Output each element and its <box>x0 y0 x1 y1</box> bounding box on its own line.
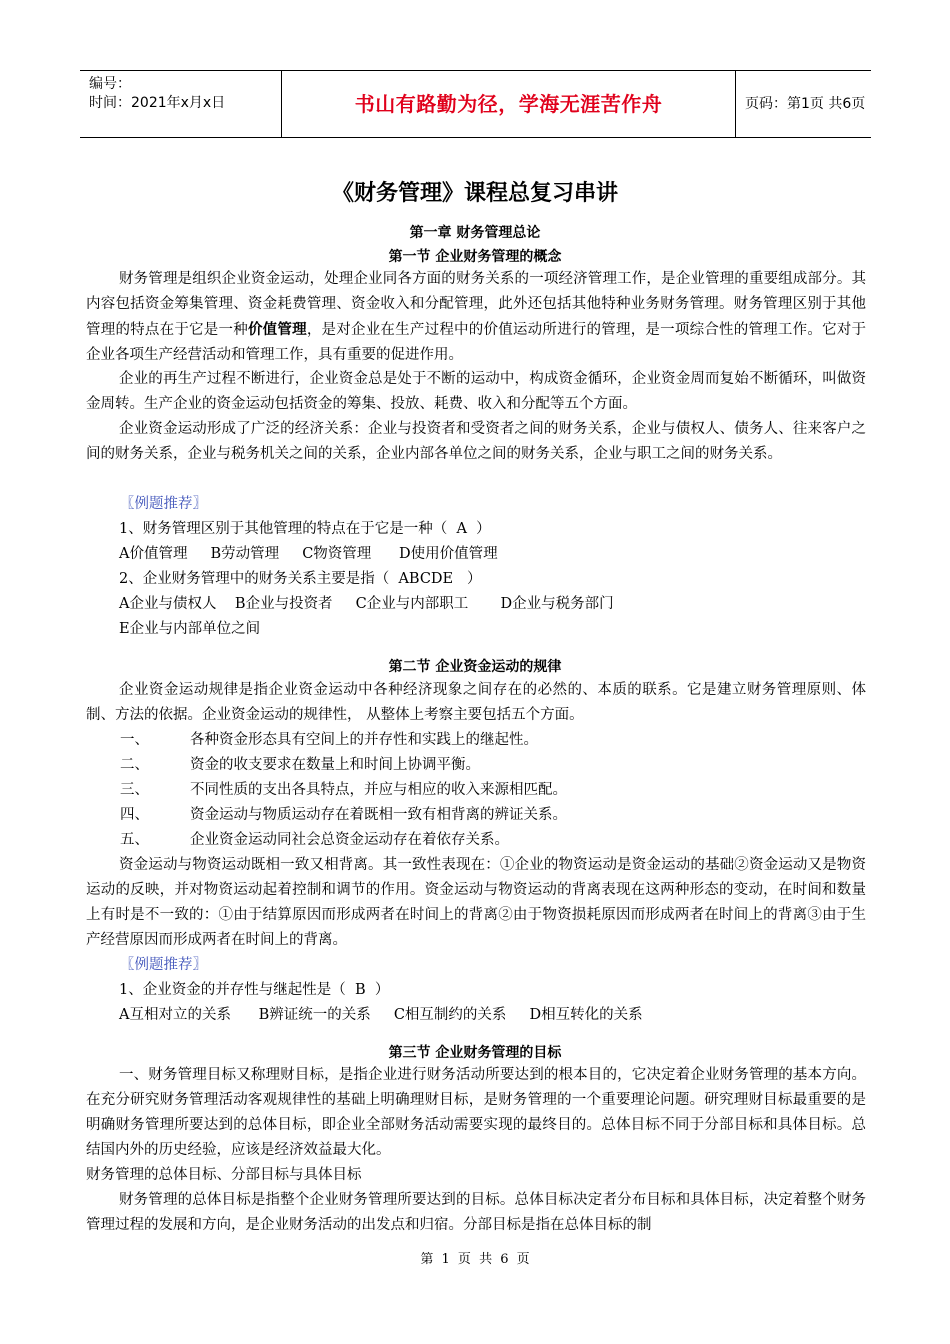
text-run: 财务管理是组织企业资金运动，处理企业同各方面的财务关系的一项经济管理工作，是企业管理的重要组成部分。其内容包括资金筹集管理、资金耗费管理、资金收入和分配管理，此外还包括其他特种业务财务管理。财务管理区别于其他管理的特点在于它是一种 <box>86 271 866 338</box>
footer-page-number: 1 <box>441 1252 450 1267</box>
sec2-paragraph-2: 资金运动与物资运动既相一致又相背离。其一致性表现在：①企业的物资运动是资金运动的基础②资金运动又是物资运动的反映，并对物资运动起着控制和调节的作用。资金运动与物资运动的背离表现在这两种形态的变动，在时间和数量上有时是不一致的：①由于结算原因而形成两者在时间上的背离②由于物资损耗原因而形成两者在时间上的背离③由于生产经营原因而形成两者在时间上的背离。 <box>86 857 866 948</box>
question-2-options: A企业与债权人 B企业与投资者 C企业与内部职工 D企业与税务部门 <box>119 596 614 612</box>
bold-term: 价值管理 <box>247 321 307 338</box>
date-line: 时间：2021年x月x日 <box>89 95 226 111</box>
footer-text: 第 <box>420 1252 434 1267</box>
header-page-label: 页码：第1页 共6页 <box>745 96 866 112</box>
header-motto: 书山有路勤为径，学海无涯苦作舟 <box>282 71 736 137</box>
rule-num: 三、 <box>120 782 149 798</box>
footer-text: 共 <box>479 1252 493 1267</box>
number-label: 编号： <box>89 76 131 92</box>
question-1-options: A互相对立的关系 B辨证统一的关系 C相互制约的关系 D相互转化的关系 <box>119 1007 643 1023</box>
example-tag: 〖例题推荐〗 <box>120 957 207 973</box>
sec1-paragraph-2: 企业的再生产过程不断进行，企业资金总是处于不断的运动中，构成资金循环，企业资金周而复始不断循环，叫做资金周转。生产企业的资金运动包括资金的筹集、投放、耗费、收入和分配等五个方面。 <box>86 371 866 412</box>
section-3-heading: 第三节 企业财务管理的目标 <box>388 1045 562 1061</box>
rule-text: 资金运动与物质运动存在着既相一致有相背离的辨证关系。 <box>190 807 567 823</box>
header-info-cell <box>80 71 282 137</box>
rule-num: 五、 <box>120 832 149 848</box>
footer-text: 页 <box>457 1252 471 1267</box>
rule-text: 企业资金运动同社会总资金运动存在着依存关系。 <box>190 832 509 848</box>
question-2: 2、企业财务管理中的财务关系主要是指（ ABCDE ） <box>119 571 482 587</box>
example-tag: 〖例题推荐〗 <box>120 496 207 512</box>
question-1: 1、企业资金的并存性与继起性是（ B ） <box>119 982 390 998</box>
rule-num: 四、 <box>120 807 149 823</box>
rule-text: 资金的收支要求在数量上和时间上协调平衡。 <box>190 757 480 773</box>
section-1-heading: 第一节 企业财务管理的概念 <box>388 249 562 265</box>
rule-text: 各种资金形态具有空间上的并存性和实践上的继起性。 <box>190 732 538 748</box>
question-2-option-e: E企业与内部单位之间 <box>119 621 261 637</box>
question-1: 1、财务管理区别于其他管理的特点在于它是一种（ A ） <box>119 521 491 537</box>
document-title: 《财务管理》课程总复习串讲 <box>331 181 618 206</box>
rule-num: 二、 <box>120 757 149 773</box>
chapter-heading: 第一章 财务管理总论 <box>409 225 541 241</box>
section-2-heading: 第二节 企业资金运动的规律 <box>388 659 562 675</box>
sec1-paragraph-1 <box>86 267 866 368</box>
page-footer <box>0 1248 950 1267</box>
document-header <box>80 70 871 138</box>
footer-text: 页 <box>516 1252 530 1267</box>
sec2-paragraph-1: 企业资金运动规律是指企业资金运动中各种经济现象之间存在的必然的、本质的联系。它是建立财务管理原则、体制、方法的依据。企业资金运动的规律性， 从整体上考察主要包括五个方面。 <box>86 682 866 723</box>
rule-num: 一、 <box>120 732 149 748</box>
question-1-options: A价值管理 B劳动管理 C物资管理 D使用价值管理 <box>119 546 498 562</box>
footer-total-pages: 6 <box>500 1252 509 1267</box>
text-run: ，是对企业在生产过程中的价值运动所进行的管理，是一项综合性的管理工作。它对于企业各项生产经营活动和管理工作，具有重要的促进作用。 <box>86 322 867 363</box>
sec3-paragraph-2: 财务管理的总体目标是指整个企业财务管理所要达到的目标。总体目标决定者分布目标和具体目标，决定着整个财务管理过程的发展和方向，是企业财务活动的出发点和归宿。分部目标是指在总体目标的制 <box>86 1192 866 1233</box>
sec3-subheading: 财务管理的总体目标、分部目标与具体目标 <box>86 1167 362 1183</box>
sec1-paragraph-3: 企业资金运动形成了广泛的经济关系：企业与投资者和受资者之间的财务关系，企业与债权人、债务人、往来客户之间的财务关系，企业与税务机关之间的关系，企业内部各单位之间的财务关系，企业与职工之间的财务关系。 <box>86 421 866 462</box>
sec3-paragraph-1: 一、财务管理目标又称理财目标，是指企业进行财务活动所要达到的根本目的，它决定着企业财务管理的基本方向。在充分研究财务管理活动客观规律性的基础上明确理财目标，是财务管理的一个重要理论问题。研究理财目标最重要的是明确财务管理所要达到的总体目标，即企业全部财务活动需要实现的最终目的。总体目标不同于分部目标和具体目标。总结国内外的历史经验，应该是经济效益最大化。 <box>86 1067 866 1158</box>
rule-text: 不同性质的支出各具特点，并应与相应的收入来源相匹配。 <box>190 782 567 798</box>
